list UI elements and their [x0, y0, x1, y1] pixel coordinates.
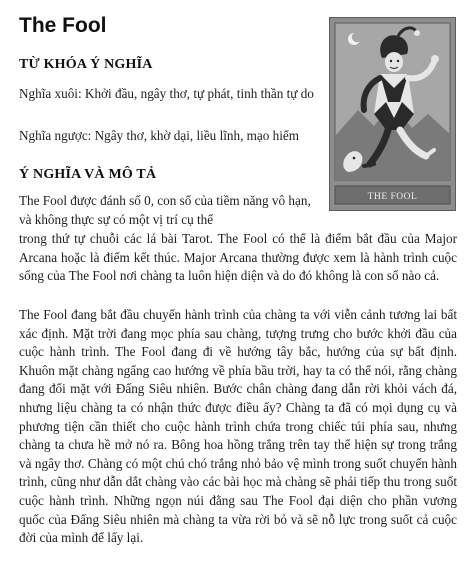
meaning-paragraph-2: The Fool đang bắt đầu chuyến hành trình của chàng ta với viễn cảnh tương lai bất xác định. Mặt trời đang mọc phía sau chàng, tượng trưng cho bước khởi đầu của cuộc hành trình. The Fool đang đi về hướng tây bắc, hướng của sự bất định. Khuôn mặt chàng ngẩng cao hướng về phía bầu trời, hay ta có thể nói, rằng chàng đang đối mặt với Đấng Siêu nhiên. Bước chân chàng đang dẫn rời khỏi vách đá, nhưng liệu chàng ta có nhận thức được điều ấy? Chàng ta đã có mọi dụng cụ và phương tiện cần thiết cho cuộc hành trình chứa trong chiếc túi phía sau, nhưng chàng ta chưa hề mở nó ra. Bông hoa hồng trắng trên tay thể hiện sự trong trắng và ngây thơ. Chàng có một chú chó trắng nhỏ bảo vệ mình trong suốt chuyến hành trình, cũng như dẫn dắt chàng vào các bài học mà chàng sẽ phải tiếp thu trong suốt cuộc hành trình. Những ngọn núi đằng sau The Fool đại diện cho phần vương quốc của Đấng Siêu nhiên mà chàng ta vừa rời bỏ và sẽ nỗ lực trong suốt cả cuộc đời của mình để lấy lại. — [19, 307, 457, 546]
meaning-heading: Ý NGHĨA VÀ MÔ TẢ — [19, 167, 157, 182]
meaning-paragraph-1-wrap: The Fool được đánh số 0, con số của tiềm năng vô hạn, và không thực sự có một vị trí cụ thể — [19, 193, 311, 227]
fool-card-illustration — [330, 18, 455, 210]
rose-icon — [431, 55, 439, 63]
keyword-reversed: Nghĩa ngược: Ngây thơ, khờ dại, liều lĩnh, mạo hiểm — [19, 128, 300, 143]
fool-card-image — [329, 17, 456, 211]
card-caption: THE FOOL — [367, 192, 418, 202]
keywords-heading: TỪ KHÓA Ý NGHĨA — [19, 57, 153, 72]
meaning-paragraph-1: trong thứ tự chuỗi các lá bài Tarot. The Fool có thể là điểm bắt đầu của Major Arcana hoặc là điểm kết thúc. Major Arcana thường được xem là hành trình cuộc sống của The Fool nơi chàng ta luôn hiện diện và do đó không là con số nào cả. — [19, 231, 457, 284]
page-title: The Fool — [19, 14, 107, 37]
keyword-upright: Nghĩa xuôi: Khởi đầu, ngây thơ, tự phát, tinh thần tự do — [19, 86, 314, 101]
